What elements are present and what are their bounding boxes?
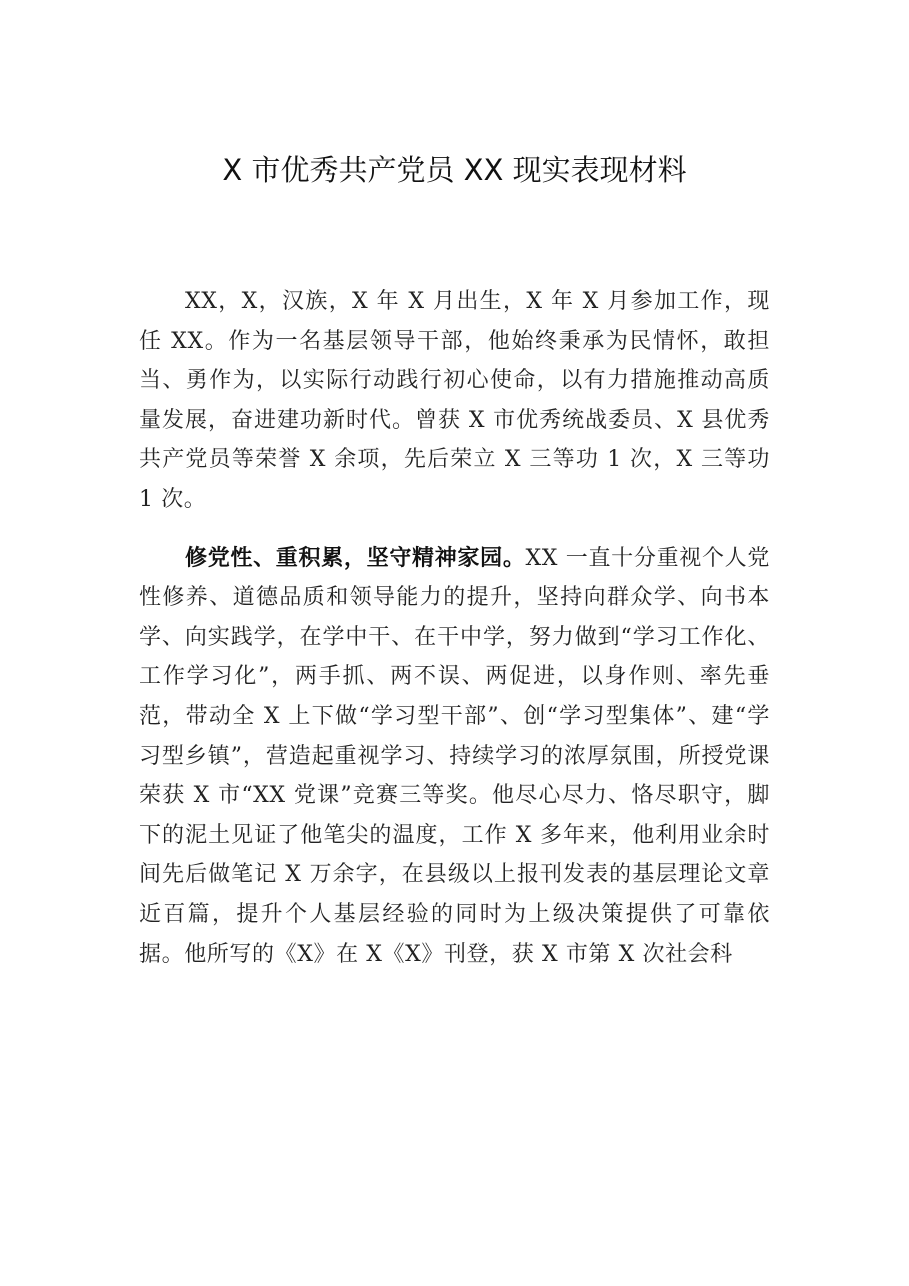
paragraph-party-spirit-text: XX 一直十分重视个人党性修养、道德品质和领导能力的提升，坚持向群众学、向书本学、向实践学，在学中干、在干中学，努力做到“学习工作化、工作学习化”，两手抓、两不误、两促进，以身作则、率先垂范，带动全 X 上下做“学习型干部”、创“学习型集体”、建“学习型乡镇”，营造起重视学习、持续学习的浓厚氛围，所授党课荣获 X 市“XX 党课”竞赛三等奖。他尽心尽力、恪尽职守，脚下的泥土见证了他笔尖的温度，工作 X 多年来，他利用业余时间先后做笔记 X 万余字，在县级以上报刊发表的基层理论文章近百篇，提升个人基层经验的同时为上级决策提供了可靠依据。他所写的《X》在 X《X》刊登，获 X 市第 X 次社会科	[139, 545, 770, 967]
paragraph-party-spirit	[139, 539, 770, 975]
document-title: X 市优秀共产党员 XX 现实表现材料	[222, 153, 687, 187]
paragraph-intro-text: XX，X，汉族，X 年 X 月出生，X 年 X 月参加工作，现任 XX。作为一名基层领导干部，他始终秉承为民情怀，敢担当、勇作为，以实际行动践行初心使命，以有力措施推动高质量发展，奋进建功新时代。曾获 X 市优秀统战委员、X 县优秀共产党员等荣誉 X 余项，先后荣立 X 三等功 1 次，X 三等功 1 次。	[139, 289, 770, 512]
paragraph-lead-heading: 修党性、重积累，坚守精神家园。	[185, 544, 526, 571]
document-body	[139, 282, 770, 974]
paragraph-intro	[139, 282, 770, 520]
